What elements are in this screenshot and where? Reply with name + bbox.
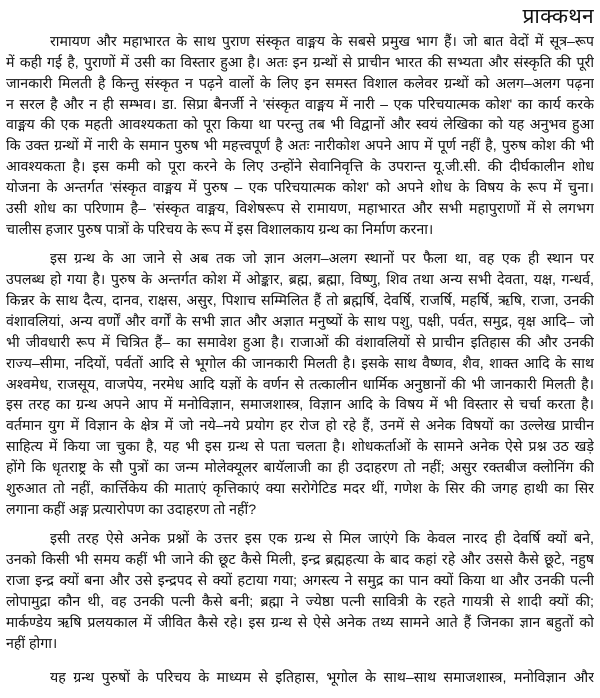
- text-line: इसी तरह ऐसे अनेक प्रश्नों के उत्तर इस एक ग्रन्थ से मिल जाएंगे कि केवल नारद ही देवर्षि क्यों बने,: [50, 531, 594, 548]
- text-line: जानकारी मिलती है किन्तु संस्कृत न पढ़ने वालों के लिए इन समस्त विशाल कलेवर ग्रन्थों को अलग–अलग पढ़ना: [6, 75, 594, 92]
- text-line: लोपामुद्रा कौन थी, वह उनकी पत्नी कैसे बनी; ब्रह्मा ने ज्येष्ठा पत्नी सावित्री के रहते गायत्री से शादी क्यों की;: [6, 593, 594, 610]
- text-line: यह ग्रन्थ पुरुषों के परिचय के माध्यम से इतिहास, भूगोल के साथ–साथ समाजशास्त्र, मनोविज्ञान और: [50, 670, 594, 687]
- text-line: किन्नर के साथ दैत्य, दानव, राक्षस, असुर, पिशाच सम्मिलित हैं तो ब्रह्मर्षि, देवर्षि, राजर्षि, महर्षि, ऋषि, राजा, उनकी: [6, 293, 594, 310]
- text-line: रामायण और महाभारत के साथ पुराण संस्कृत वाङ्मय के सबसे प्रमुख भाग हैं। जो बात वेदों में सूत्र–रूप: [50, 34, 594, 50]
- text-line: राजा इन्द्र क्यों बना और उसे इन्द्रपद से क्यों हटाया गया; अगस्त्य ने समुद्र का पान क्यों किया था और उनकी पत्नी: [6, 573, 594, 590]
- text-line: उसी शोध का परिणाम है– 'संस्कृत वाङ्मय, विशेषरूप से रामायण, महाभारत और सभी महापुराणों में से लगभग: [6, 200, 594, 217]
- paragraph: [6, 529, 594, 654]
- paragraph: [6, 32, 594, 240]
- text-line: न सरल है और न ही सम्भव। डा. सिप्रा बैनर्जी ने 'संस्कृत वाङ्मय में नारी – एक परिचयात्मक कोश' का कार्य करके: [6, 96, 594, 113]
- text-line: वाङ्मय की एक महती आवश्यकता को पूरा किया था परन्तु तब भी विद्वानों और स्वयं लेखिका को यह अनुभव हुआ: [6, 117, 594, 134]
- text-line: नहीं होगा।: [6, 635, 58, 652]
- text-line: राज्य–सीमा, नदियों, पर्वतों आदि से भूगोल की जानकारी मिलती है। इसके साथ वैष्णव, शैव, शाक्त आदि के साथ: [6, 355, 594, 372]
- text-line: वंशावलियां, अन्य वर्णों और वर्गों के सभी ज्ञात और अज्ञात मनुष्यों के साथ पशु, पक्षी, पर्वत, समुद्र, वृक्ष आदि– जो: [6, 313, 594, 330]
- paragraph: [6, 249, 594, 520]
- text-line: में कही गई है, पुराणों में उसी का विस्तार हुआ है। अतः इन ग्रन्थों से प्राचीन भारत की सभ्यता और संस्कृति की पूरी: [6, 54, 594, 71]
- text-line: उनको किसी भी समय कहीं भी जाने की छूट कैसे मिली, इन्द्र ब्रह्महत्या के बाद कहां रहे और उससे कैसे छूटे, नहुष: [6, 552, 594, 569]
- text-line: शुरुआत तो नहीं, कार्त्तिकेय की माताएं कृत्तिकाएं क्या सरोगेटिड मदर थीं, गणेश के सिर की जगह हाथी का सिर: [6, 480, 594, 497]
- text-line: मार्कण्डेय ऋषि प्रलयकाल में जीवित कैसे रहे। इस ग्रन्थ से ऐसे अनेक तथ्य सामने आते हैं जिनका ज्ञान बहुतों को: [6, 614, 594, 631]
- text-line: साहित्य में किया जा चुका है, यह भी इस ग्रन्थ से पता चलता है। शोधकर्ताओं के सामने अनेक ऐसे प्रश्न उठ खड़े: [6, 439, 594, 456]
- text-line: इस ग्रन्थ के आ जाने से अब तक जो ज्ञान अलग–अलग स्थानों पर फैला था, वह एक ही स्थान पर: [50, 251, 594, 268]
- text-line: भी जीवधारी रूप में चित्रित हैं– का समावेश हुआ है। राजाओं की वंशावलियों से प्राचीन इतिहास की और उनकी: [6, 334, 594, 351]
- text-line: योजना के अन्तर्गत 'संस्कृत वाङ्मय में पुरुष – एक परिचयात्मक कोश' को अपने शोध के विषय के रूप में चुना।: [6, 179, 594, 196]
- text-line: अश्वमेध, राजसूय, वाजपेय, नरमेध आदि यज्ञों के वर्णन से तत्कालीन धार्मिक अनुष्ठानों की भी जानकारी मिलती है।: [6, 376, 594, 393]
- document-body: [6, 32, 594, 698]
- text-line: वर्तमान युग में विज्ञान के क्षेत्र में जो नये–नये प्रयोग हर रोज हो रहे हैं, उनमें से अनेक विषयों का उल्लेख प्राचीन: [6, 418, 594, 435]
- text-line: होंगे कि धृतराष्ट्र के सौ पुत्रों का जन्म मोलेक्यूलर बायॅलाजी का ही उदाहरण तो नहीं; असुर रक्तबीज क्लोनिंग की: [6, 459, 594, 476]
- text-line: लगाना कहीं अङ्ग प्रत्यारोपण का उदाहरण तो नहीं?: [6, 501, 257, 518]
- page-title: प्राक्कथन: [522, 5, 594, 28]
- paragraph: [6, 668, 594, 689]
- text-line: आवश्यकता है। इस कमी को पूरा करने के लिए उन्होंने सेवानिवृत्ति के उपरान्त यू.जी.सी. की दीर्घकालीन शोध: [6, 159, 594, 176]
- text-line: इस तरह का ग्रन्थ अपने आप में मनोविज्ञान, समाजशास्त्र, विज्ञान आदि के विषय में भी विस्तार से चर्चा करता है।: [6, 397, 594, 414]
- text-line: चालीस हजार पुरुष पात्रों के परिचय के रूप में इस विशालकाय ग्रन्थ का निर्माण करना।: [6, 221, 434, 238]
- text-line: कि उक्त ग्रन्थों में नारी के समान पुरुष भी महत्त्वपूर्ण है अतः नारीकोश अपने आप में पूर्ण नहीं है, पुरुष कोश की भी: [6, 138, 594, 155]
- text-line: उपलब्ध हो गया है। पुरुष के अन्तर्गत कोश में ओङ्कार, ब्रह्म, ब्रह्मा, विष्णु, शिव तथा अन्य सभी देवता, यक्ष, गन्धर्व,: [6, 272, 594, 289]
